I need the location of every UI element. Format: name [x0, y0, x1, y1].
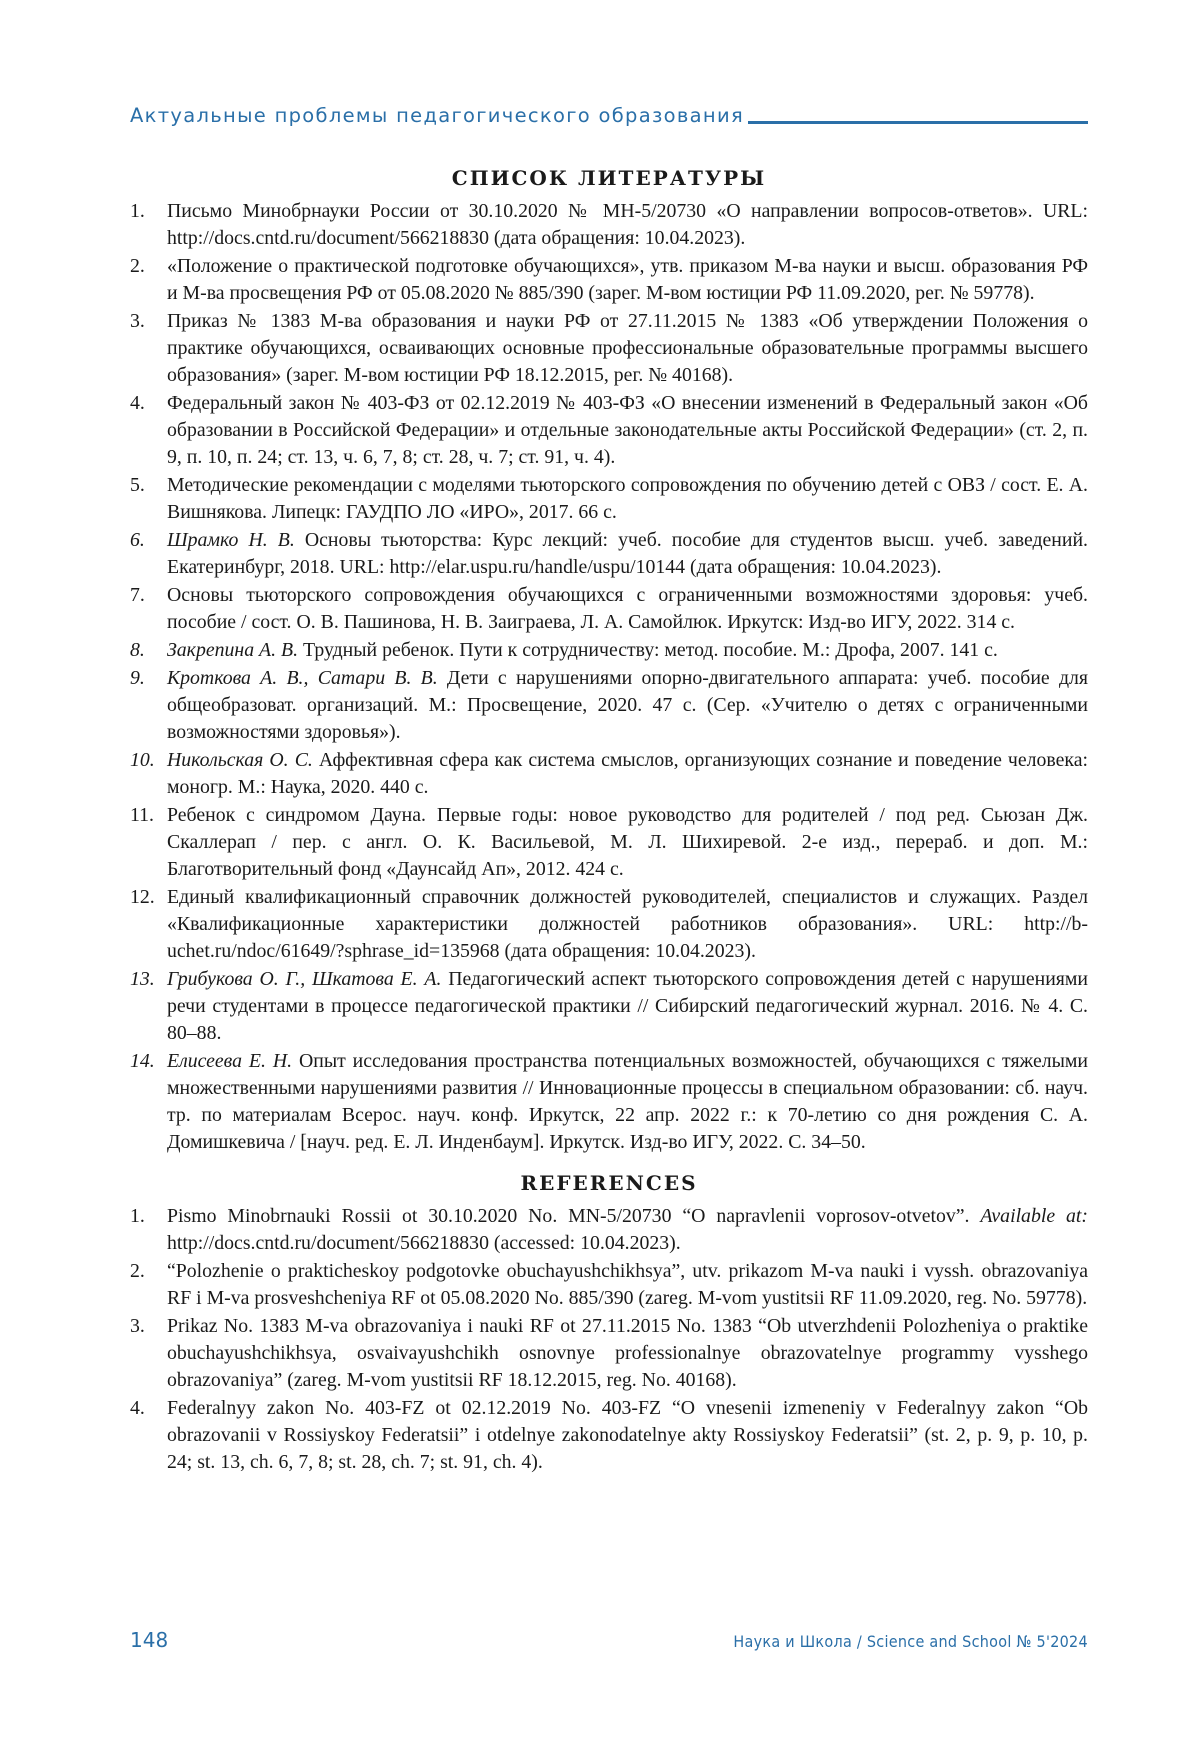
- bibliography-item: [130, 527, 1088, 581]
- item-number: 4.: [130, 392, 145, 414]
- bibliography-item: [130, 884, 1088, 965]
- header-title: Актуальные проблемы педагогического образования: [130, 104, 744, 127]
- journal-name: Наука и Школа / Science and School № 5'2024: [733, 1632, 1088, 1651]
- item-number: 1.: [130, 200, 145, 222]
- main-content: [130, 165, 1088, 1477]
- item-number: 12.: [130, 886, 155, 908]
- item-text: Единый квалификационный справочник должностей руководителей, специалистов и служащих. Раздел «Квалификационные характеристики должностей работников образования». URL: http://b-uchet.ru/ndoc/61649/?sphrase_id=135968 (дата обращения: 10.04.2023).: [167, 886, 1088, 962]
- item-text: Письмо Минобрнауки России от 30.10.2020 № МН-5/20730 «О направлении вопросов-ответов». URL: http://docs.cntd.ru/document/566218830 (дата обращения: 10.04.2023).: [167, 200, 1088, 249]
- item-text: «Положение о практической подготовке обучающихся», утв. приказом М-ва науки и высш. образования РФ и М-ва просвещения РФ от 05.08.2020 № 885/390 (зарег. М-вом юстиции РФ 11.09.2020, рег. № 59778).: [167, 255, 1088, 304]
- item-number: 10.: [130, 749, 155, 771]
- running-header: [130, 104, 1088, 127]
- item-author: Шрамко Н. В.: [167, 529, 295, 551]
- bibliography-item: [130, 390, 1088, 471]
- item-text: Приказ № 1383 М-ва образования и науки РФ от 27.11.2015 № 1383 «Об утверждении Положения о практике обучающихся, осваивающих основные профессиональные образовательные программы высшего образования» (зарег. М-вом юстиции РФ 18.12.2015, рег. № 40168).: [167, 310, 1088, 386]
- header-rule: [748, 121, 1088, 124]
- reference-item: [130, 1203, 1088, 1257]
- item-author: Грибукова О. Г., Шкатова Е. А.: [167, 968, 442, 990]
- item-number: 5.: [130, 474, 145, 496]
- item-number: 13.: [130, 968, 155, 990]
- reference-item: [130, 1258, 1088, 1312]
- item-number: 14.: [130, 1050, 155, 1072]
- item-number: 7.: [130, 584, 145, 606]
- item-number: 3.: [130, 310, 145, 332]
- bibliography-list: [130, 198, 1088, 1156]
- item-author: Никольская О. С.: [167, 749, 313, 771]
- item-text: Опыт исследования пространства потенциальных возможностей, обучающихся с тяжелыми множественными нарушениями развития // Инновационные процессы в специальном образовании: сб. науч. тр. по материалам Всерос. науч. конф. Иркутск, 22 апр. 2022 г.: к 70-летию со дня рождения С. А. Домишкевича / [науч. ред. Е. Л. Инденбаум]. Иркутск. Изд-во ИГУ, 2022. С. 34–50.: [167, 1050, 1088, 1153]
- bibliography-heading: СПИСОК ЛИТЕРАТУРЫ: [451, 166, 767, 190]
- item-text: Ребенок с синдромом Дауна. Первые годы: новое руководство для родителей / под ред. Сьюзан Дж. Скаллерап / пер. с англ. О. К. Васильевой, М. Л. Шихиревой. 2-е изд., перераб. и доп. М.: Благотворительный фонд «Даунсайд Ап», 2012. 424 с.: [167, 804, 1088, 880]
- page-number: 148: [130, 1628, 169, 1652]
- item-italic: Available at:: [980, 1205, 1088, 1227]
- item-number: 11.: [130, 804, 154, 826]
- item-number: 1.: [130, 1205, 145, 1227]
- bibliography-item: [130, 637, 1088, 664]
- reference-item: [130, 1313, 1088, 1394]
- bibliography-item: [130, 802, 1088, 883]
- bibliography-item: [130, 308, 1088, 389]
- item-text: Federalnyy zakon No. 403-FZ ot 02.12.2019 No. 403-FZ “O vnesenii izmeneniy v Federalnyy zakon “Ob obrazovanii v Rossiyskoy Federatsii” i otdelnye zakonodatelnye akty Rossiyskoy Federatsii” (st. 2, p. 9, p. 10, p. 24; st. 13, ch. 6, 7, 8; st. 28, ch. 7; st. 91, ch. 4).: [167, 1397, 1088, 1473]
- bibliography-item: [130, 472, 1088, 526]
- bibliography-item: [130, 747, 1088, 801]
- item-number: 2.: [130, 1260, 145, 1282]
- item-text-tail: http://docs.cntd.ru/document/566218830 (accessed: 10.04.2023).: [167, 1232, 681, 1254]
- page-footer: [130, 1628, 1088, 1652]
- item-number: 4.: [130, 1397, 145, 1419]
- item-number: 9.: [130, 667, 145, 689]
- reference-item: [130, 1395, 1088, 1476]
- item-text: Методические рекомендации с моделями тьюторского сопровождения по обучению детей с ОВЗ / сост. Е. А. Вишнякова. Липецк: ГАУДПО ЛО «ИРО», 2017. 66 с.: [167, 474, 1088, 523]
- item-text: “Polozhenie o prakticheskoy podgotovke obuchayushchikhsya”, utv. prikazom M-va nauki i vyssh. obrazovaniya RF i M-va prosveshcheniya RF ot 05.08.2020 No. 885/390 (zareg. M-vom yustitsii RF 11.09.2020, reg. No. 59778).: [167, 1260, 1088, 1309]
- item-author: Кроткова А. В., Сатари В. В.: [167, 667, 438, 689]
- references-list: [130, 1203, 1088, 1476]
- item-text: Основы тьюторства: Курс лекций: учеб. пособие для студентов высш. учеб. заведений. Екатеринбург, 2018. URL: http://elar.uspu.ru/handle/uspu/10144 (дата обращения: 10.04.2023).: [167, 529, 1089, 578]
- item-text: Федеральный закон № 403-ФЗ от 02.12.2019 № 403-ФЗ «О внесении изменений в Федеральный закон «Об образовании в Российской Федерации» и отдельные законодательные акты Российской Федерации» (ст. 2, п. 9, п. 10, п. 24; ст. 13, ч. 6, 7, 8; ст. 28, ч. 7; ст. 91, ч. 4).: [167, 392, 1088, 468]
- item-text: Трудный ребенок. Пути к сотрудничеству: метод. пособие. М.: Дрофа, 2007. 141 с.: [298, 639, 998, 661]
- item-number: 8.: [130, 639, 145, 661]
- item-text: Pismo Minobrnauki Rossii ot 30.10.2020 No. MN-5/20730 “O napravlenii voprosov-otvetov”.: [167, 1205, 981, 1227]
- item-number: 3.: [130, 1315, 145, 1337]
- item-text: Педагогический аспект тьюторского сопровождения детей с нарушениями речи студентами в процессе педагогической практики // Сибирский педагогический журнал. 2016. № 4. С. 80–88.: [167, 968, 1088, 1044]
- item-text: Аффективная сфера как система смыслов, организующих сознание и поведение человека: моногр. М.: Наука, 2020. 440 с.: [167, 749, 1088, 798]
- item-number: 6.: [130, 529, 145, 551]
- bibliography-item: [130, 253, 1088, 307]
- references-heading: REFERENCES: [520, 1171, 698, 1195]
- bibliography-item: [130, 582, 1088, 636]
- item-author: Закрепина А. В.: [167, 639, 299, 661]
- bibliography-item: [130, 198, 1088, 252]
- item-text: Дети с нарушениями опорно-двигательного аппарата: учеб. пособие для общеобразоват. организаций. М.: Просвещение, 2020. 47 с. (Сер. «Учителю о детях с ограниченными возможностями здоровья»).: [167, 667, 1088, 743]
- bibliography-item: [130, 665, 1088, 746]
- item-author: Елисеева Е. Н.: [167, 1050, 293, 1072]
- item-number: 2.: [130, 255, 145, 277]
- bibliography-item: [130, 1048, 1088, 1156]
- item-text: Основы тьюторского сопровождения обучающихся с ограниченными возможностями здоровья: учеб. пособие / сост. О. В. Пашинова, Н. В. Заиграева, Л. А. Самойлюк. Иркутск: Изд-во ИГУ, 2022. 314 с.: [167, 584, 1088, 633]
- item-text: Prikaz No. 1383 M-va obrazovaniya i nauki RF ot 27.11.2015 No. 1383 “Ob utverzhdenii Polozheniya o praktike obuchayushchikhsya, osvaivayushchikh osnovnye professionalnye obrazovatelnye programmy vysshego obrazovaniya” (zareg. M-vom yustitsii RF 18.12.2015, reg. No. 40168).: [167, 1315, 1088, 1391]
- bibliography-item: [130, 966, 1088, 1047]
